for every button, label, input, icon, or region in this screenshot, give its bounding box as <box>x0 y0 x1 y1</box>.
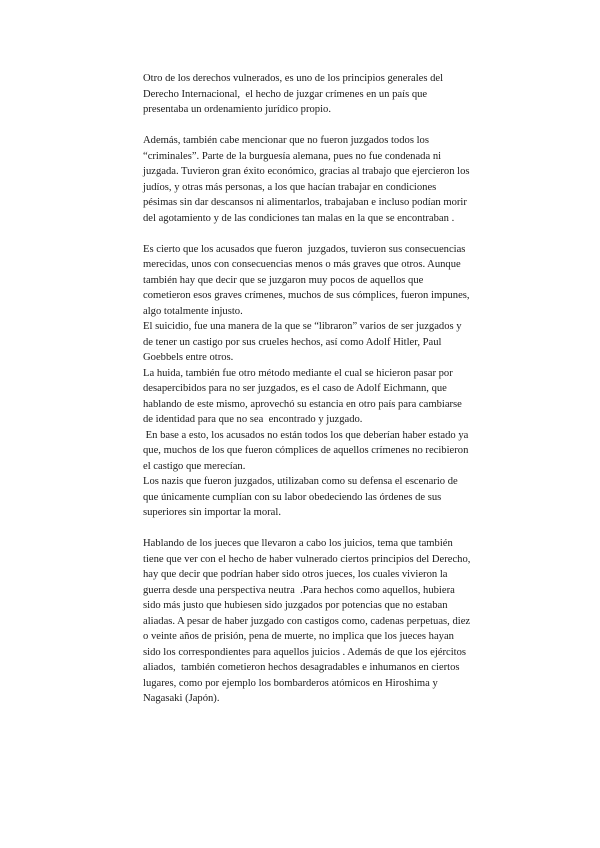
text-line: sido más justo que hubiesen sido juzgados por potencias que no estaban <box>143 600 448 611</box>
text-line: merecidas, unos con consecuencias menos o más graves que otros. Aunque <box>143 259 461 270</box>
text-line: La huida, también fue otro método mediante el cual se hicieron pasar por <box>143 367 453 379</box>
text-line: Hablando de los jueces que llevaron a cabo los juicios, tema que también <box>143 538 453 549</box>
text-line: algo totalmente injusto. <box>143 305 243 317</box>
text-line: guerra desde una perspectiva neutra .Para hechos como aquellos, hubiera <box>143 584 455 596</box>
text-line: “criminales”. Parte de la burguesía alemana, pues no fue condenada ni <box>143 150 442 162</box>
text-line: presentaba un ordenamiento jurídico propio. <box>143 104 331 115</box>
text-line: juzgada. Tuvieron gran éxito económico, gracias al trabajo que ejercieron los <box>143 166 470 177</box>
paragraph-jueces <box>143 536 513 707</box>
text-line: cometieron esos graves crímenes, muchos de sus cómplices, fueron impunes, <box>143 290 470 301</box>
paragraph-principios <box>143 71 513 118</box>
text-line: Derecho Internacional, el hecho de juzgar crímenes en un país que <box>143 88 428 100</box>
document-body <box>143 71 513 707</box>
text-line: aliados, también cometieron hechos desagradables e inhumanos en ciertos <box>143 662 460 673</box>
text-line: aliadas. A pesar de haber juzgado con castigos como, cadenas perpetuas, diez <box>143 615 471 627</box>
text-line: Además, también cabe mencionar que no fueron juzgados todos los <box>143 135 429 146</box>
text-line: hay que decir que podrían haber sido otros jueces, los cuales vivieron la <box>143 569 448 580</box>
text-line: Los nazis que fueron juzgados, utilizaban como su defensa el escenario de <box>143 476 458 487</box>
text-line: el castigo que merecían. <box>143 460 246 472</box>
paragraph-criminales <box>143 133 513 226</box>
text-line: judíos, y otras más personas, a los que hacían trabajar en condiciones <box>143 181 437 193</box>
paragraph-acusados <box>143 242 513 521</box>
text-line: de identidad para que no sea encontrado y juzgado. <box>143 414 363 425</box>
text-line: lugares, como por ejemplo los bombarderos atómicos en Hiroshima y <box>143 677 438 689</box>
text-line: Goebbels entre otros. <box>143 352 234 363</box>
text-line: también hay que decir que se juzgaron muy pocos de aquellos que <box>143 274 424 286</box>
text-line: Otro de los derechos vulnerados, es uno de los principios generales del <box>143 73 444 84</box>
text-line: desapercibidos para no ser juzgados, es el caso de Adolf Eichmann, que <box>143 383 447 394</box>
text-line: pésimas sin dar descansos ni alimentarlos, trabajaban e incluso podían morir <box>143 197 467 208</box>
text-line: del agotamiento y de las condiciones tan malas en la que se encontraban . <box>143 212 455 224</box>
text-line: hablando de este mismo, aprovechó su estancia en otro país para cambiarse <box>143 398 462 410</box>
text-line: sido los correspondientes para aquellos juicios . Además de que los ejércitos <box>143 646 467 658</box>
text-line: de tener un castigo por sus crueles hechos, así como Adolf Hitler, Paul <box>143 336 442 348</box>
text-line: tiene que ver con el hecho de haber vulnerado ciertos principios del Derecho, <box>143 553 471 565</box>
text-line: que únicamente cumplían con su labor obedeciendo las órdenes de sus <box>143 491 442 503</box>
text-line: que, muchos de los que fueron cómplices de aquellos crímenes no recibieron <box>143 445 469 456</box>
paragraph-spacer <box>143 521 513 537</box>
paragraph-spacer <box>143 226 513 242</box>
text-line: o veinte años de prisión, pena de muerte, no implica que los jueces hayan <box>143 631 454 642</box>
text-line: En base a esto, los acusados no están todos los que deberían haber estado ya <box>143 429 469 441</box>
text-line: Es cierto que los acusados que fueron juzgados, tuvieron sus consecuencias <box>143 243 466 255</box>
text-line: El suicidio, fue una manera de la que se “libraron” varios de ser juzgados y <box>143 321 462 332</box>
paragraph-spacer <box>143 118 513 134</box>
text-line: superiores sin importar la moral. <box>143 507 281 518</box>
text-line: Nagasaki (Japón). <box>143 693 220 704</box>
